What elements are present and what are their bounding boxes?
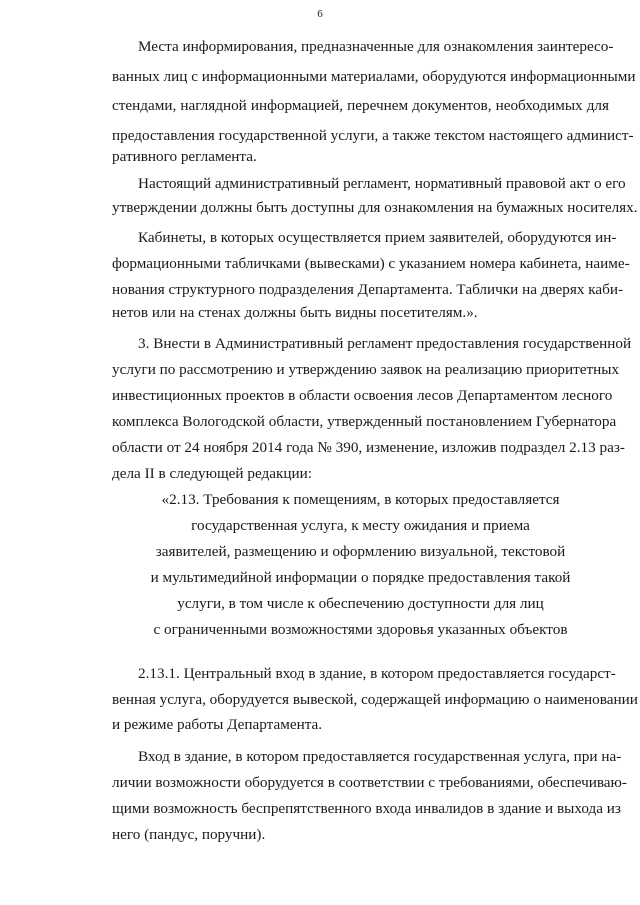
section-heading-line: «2.13. Требования к помещениям, в которых предоставляется xyxy=(161,491,560,508)
text-line: комплекса Вологодской области, утвержденный постановлением Губернатора xyxy=(112,413,617,430)
text-line: стендами, наглядной информацией, перечнем документов, необходимых для xyxy=(112,97,609,114)
text-line: личии возможности оборудуется в соответствии с требованиями, обеспечиваю- xyxy=(112,774,627,791)
text-line: щими возможность беспрепятственного входа инвалидов в здание и выхода из xyxy=(112,800,621,817)
text-line: утверждении должны быть доступны для ознакомления на бумажных носителях. xyxy=(112,199,638,216)
section-heading-line: с ограниченными возможностями здоровья указанных объектов xyxy=(153,621,568,638)
text-line: 3. Внести в Административный регламент предоставления государственной xyxy=(138,335,632,352)
text-line: Кабинеты, в которых осуществляется прием заявителей, оборудуются ин- xyxy=(138,229,617,246)
text-line: формационными табличками (вывесками) с указанием номера кабинета, наиме- xyxy=(112,255,630,272)
text-line: Настоящий административный регламент, нормативный правовой акт о его xyxy=(138,175,626,192)
text-line: ративного регламента. xyxy=(112,148,257,165)
text-line: области от 24 ноября 2014 года № 390, изменение, изложив подраздел 2.13 раз- xyxy=(112,439,625,456)
section-heading-line: и мультимедийной информации о порядке предоставления такой xyxy=(150,569,571,586)
text-line: 2.13.1. Центральный вход в здание, в котором предоставляется государст- xyxy=(138,665,616,682)
page-number: 6 xyxy=(317,8,323,20)
text-line: инвестиционных проектов в области освоения лесов Департаментом лесного xyxy=(112,387,613,404)
text-line: предоставления государственной услуги, а также текстом настоящего админист- xyxy=(112,127,634,144)
text-line: Вход в здание, в котором предоставляется государственная услуга, при на- xyxy=(138,748,622,765)
text-line: нетов или на стенах должны быть видны посетителям.». xyxy=(112,304,478,321)
text-line: и режиме работы Департамента. xyxy=(112,716,323,733)
text-line: нования структурного подразделения Департамента. Таблички на дверях каби- xyxy=(112,281,624,298)
text-line: ванных лиц с информационными материалами, оборудуются информационными xyxy=(112,68,636,85)
text-line: него (пандус, поручни). xyxy=(112,826,266,843)
text-line: услуги по рассмотрению и утверждению заявок на реализацию приоритетных xyxy=(112,361,620,378)
text-line: венная услуга, оборудуется вывеской, содержащей информацию о наименовании xyxy=(112,691,638,708)
section-heading-line: заявителей, размещению и оформлению визуальной, текстовой xyxy=(155,543,566,560)
text-line: дела II в следующей редакции: xyxy=(112,465,312,482)
section-heading-line: государственная услуга, к месту ожидания и приема xyxy=(191,517,530,534)
text-line: Места информирования, предназначенные для ознакомления заинтересо- xyxy=(138,38,614,55)
section-heading-line: услуги, в том числе к обеспечению доступности для лиц xyxy=(177,595,544,612)
